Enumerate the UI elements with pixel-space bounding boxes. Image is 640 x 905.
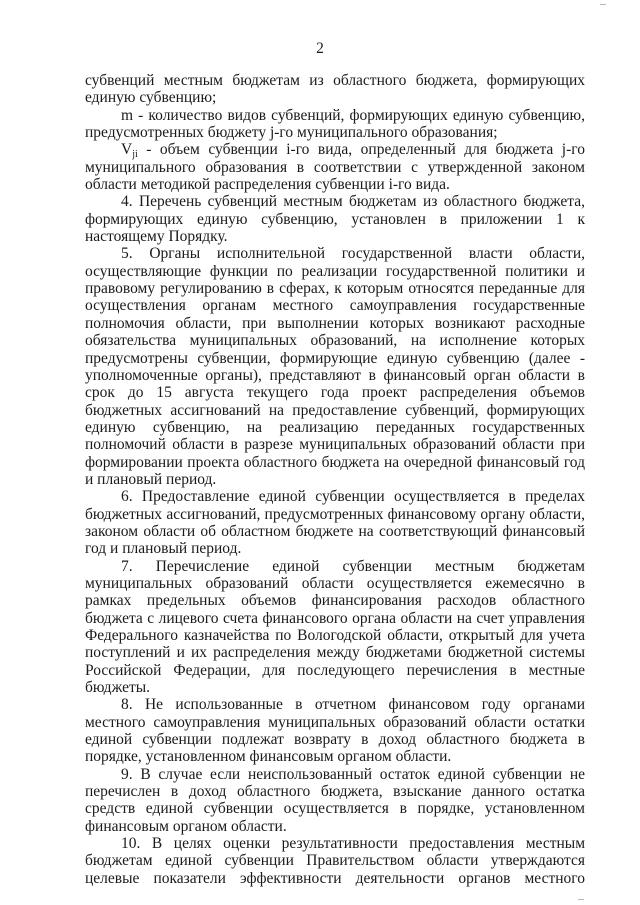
paragraph-intro-continuation: субвенций местным бюджетам из областного бюджета, формирующих единую субвенцию;	[85, 72, 585, 107]
document-body	[85, 72, 585, 887]
paragraph-7: 7. Перечисление единой субвенции местным бюджетам муниципальных образований области осуществляется ежемесячно в рамках предельных объемов финансирования расходов областного бюджета с лицевого счета финансового органа области на счет управления Федерального казначейства по Вологодской области, открытый для учета поступлений и их распределения между бюджетами бюджетной системы Российской Федерации, для последующего перечисления в местные бюджеты.	[85, 557, 585, 697]
page-number: 2	[316, 40, 324, 57]
paragraph-4: 4. Перечень субвенций местным бюджетам из областного бюджета, формирующих единую субвенцию, установлен в приложении 1 к настоящему Порядку.	[85, 193, 585, 246]
paragraph-10: 10. В целях оценки результативности предоставления местным бюджетам единой субвенции Правительством области утверждаются целевые показатели эффективности деятельности органов местного	[85, 835, 585, 887]
scan-artifact-bottom	[578, 899, 584, 900]
paragraph-8: 8. Не использованные в отчетном финансовом году органами местного самоуправления муниципальных образований области остатки единой субвенции подлежат возврату в доход областного бюджета в порядке, установленном финансовым органом области.	[85, 696, 585, 766]
symbol-v-subscript: ji	[132, 149, 138, 161]
paragraph-5: 5. Органы исполнительной государственной власти области, осуществляющие функции по реализации государственной политики и правовому регулированию в сферах, к которым относятся переданные для осуществления органам местного самоуправления государственные полномочия области, при выполнении которых возникают расходные обязательства муниципальных образований, на исполнение которых предусмотрены субвенции, формирующие единую субвенцию (далее - уполномоченные органы), представляют в финансовый орган области в срок до 15 августа текущего года проект распределения объемов бюджетных ассигнований на предоставление субвенций, формирующих единую субвенцию, на реализацию переданных государственных полномочий области в разрезе муниципальных образований области при формировании проекта областного бюджета на очередной финансовый год и плановый период.	[85, 245, 585, 488]
symbol-v: V	[121, 141, 133, 159]
definition-v-text: - объем субвенции i-го вида, определенный для бюджета j-го муниципального образования в соответствии с утвержденной законом области методикой распределения субвенции i-го вида.	[85, 141, 585, 194]
paragraph-definition-v	[85, 141, 585, 193]
paragraph-9: 9. В случае если неиспользованный остаток единой субвенции не перечислен в доход областного бюджета, взыскание данного остатка средств единой субвенции осуществляется в порядке, установленном финансовым органом области.	[85, 765, 585, 835]
paragraph-6: 6. Предоставление единой субвенции осуществляется в пределах бюджетных ассигнований, предусмотренных финансовому органу области, законом области об областном бюджете на соответствующий финансовый год и плановый период.	[85, 488, 585, 558]
scan-artifact-top	[600, 4, 606, 5]
formula-symbol-v	[121, 141, 138, 161]
paragraph-definition-m: m - количество видов субвенций, формирующих единую субвенцию, предусмотренных бюджету j-го муниципального образования;	[85, 106, 585, 142]
